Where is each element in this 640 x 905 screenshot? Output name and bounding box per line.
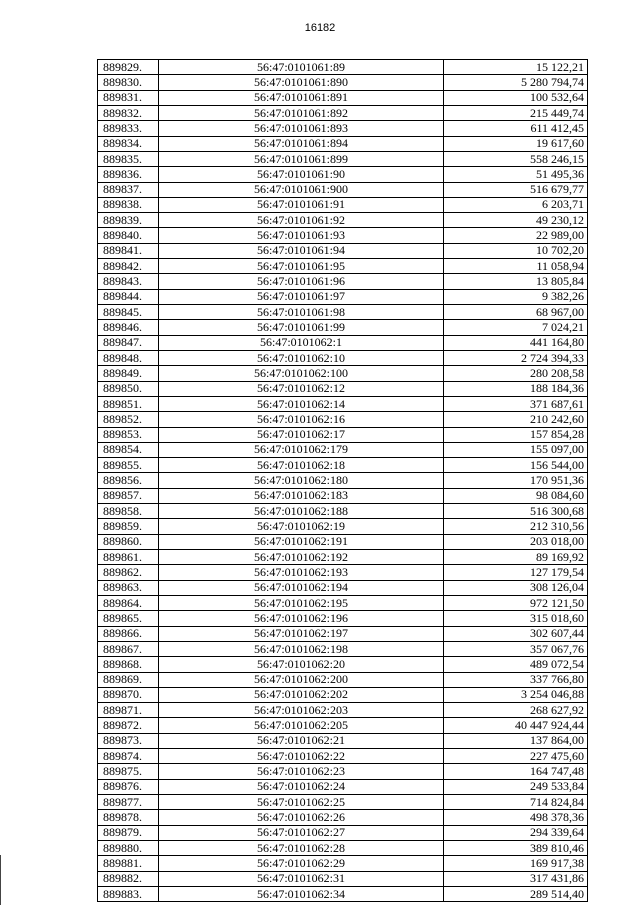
row-number-cell: 889835.	[98, 151, 159, 166]
table-row	[98, 825, 588, 840]
row-number-cell: 889833.	[98, 121, 159, 136]
table-row	[98, 779, 588, 794]
value-cell: 227 475,60	[444, 749, 588, 764]
row-number-cell: 889845.	[98, 305, 159, 320]
cadastral-number-cell: 56:47:0101061:891	[159, 90, 444, 105]
table-row	[98, 60, 588, 75]
value-cell: 308 126,04	[444, 580, 588, 595]
cadastral-number-cell: 56:47:0101061:900	[159, 182, 444, 197]
row-number-cell: 889837.	[98, 182, 159, 197]
scan-edge-line	[0, 855, 1, 905]
row-number-cell: 889869.	[98, 672, 159, 687]
table-row	[98, 641, 588, 656]
cadastral-value-table-container	[97, 59, 588, 902]
table-row	[98, 458, 588, 473]
row-number-cell: 889875.	[98, 764, 159, 779]
table-row	[98, 534, 588, 549]
value-cell: 11 058,94	[444, 259, 588, 274]
value-cell: 337 766,80	[444, 672, 588, 687]
cadastral-number-cell: 56:47:0101061:92	[159, 213, 444, 228]
value-cell: 558 246,15	[444, 151, 588, 166]
cadastral-number-cell: 56:47:0101062:34	[159, 886, 444, 901]
value-cell: 155 097,00	[444, 442, 588, 457]
row-number-cell: 889881.	[98, 856, 159, 871]
value-cell: 49 230,12	[444, 213, 588, 228]
row-number-cell: 889832.	[98, 105, 159, 120]
value-cell: 203 018,00	[444, 534, 588, 549]
row-number-cell: 889883.	[98, 886, 159, 901]
cadastral-number-cell: 56:47:0101061:91	[159, 197, 444, 212]
row-number-cell: 889854.	[98, 442, 159, 457]
row-number-cell: 889853.	[98, 427, 159, 442]
table-row	[98, 611, 588, 626]
value-cell: 516 679,77	[444, 182, 588, 197]
table-row	[98, 764, 588, 779]
cadastral-number-cell: 56:47:0101061:89	[159, 60, 444, 75]
table-row	[98, 840, 588, 855]
value-cell: 972 121,50	[444, 595, 588, 610]
row-number-cell: 889873.	[98, 733, 159, 748]
cadastral-number-cell: 56:47:0101062:196	[159, 611, 444, 626]
value-cell: 5 280 794,74	[444, 75, 588, 90]
table-row	[98, 856, 588, 871]
cadastral-number-cell: 56:47:0101061:894	[159, 136, 444, 151]
table-row	[98, 320, 588, 335]
row-number-cell: 889846.	[98, 320, 159, 335]
cadastral-number-cell: 56:47:0101062:16	[159, 412, 444, 427]
value-cell: 170 951,36	[444, 473, 588, 488]
cadastral-number-cell: 56:47:0101062:193	[159, 565, 444, 580]
table-row	[98, 366, 588, 381]
row-number-cell: 889838.	[98, 197, 159, 212]
row-number-cell: 889880.	[98, 840, 159, 855]
value-cell: 389 810,46	[444, 840, 588, 855]
value-cell: 13 805,84	[444, 274, 588, 289]
cadastral-number-cell: 56:47:0101062:26	[159, 810, 444, 825]
value-cell: 289 514,40	[444, 886, 588, 901]
value-cell: 22 989,00	[444, 228, 588, 243]
cadastral-number-cell: 56:47:0101061:97	[159, 289, 444, 304]
table-row	[98, 550, 588, 565]
row-number-cell: 889882.	[98, 871, 159, 886]
row-number-cell: 889842.	[98, 259, 159, 274]
row-number-cell: 889844.	[98, 289, 159, 304]
table-row	[98, 335, 588, 350]
cadastral-number-cell: 56:47:0101062:200	[159, 672, 444, 687]
row-number-cell: 889829.	[98, 60, 159, 75]
row-number-cell: 889864.	[98, 595, 159, 610]
table-row	[98, 565, 588, 580]
row-number-cell: 889861.	[98, 550, 159, 565]
row-number-cell: 889850.	[98, 381, 159, 396]
page-number: 16182	[304, 22, 336, 34]
value-cell: 294 339,64	[444, 825, 588, 840]
table-row	[98, 871, 588, 886]
cadastral-number-cell: 56:47:0101062:25	[159, 795, 444, 810]
value-cell: 210 242,60	[444, 412, 588, 427]
cadastral-number-cell: 56:47:0101062:192	[159, 550, 444, 565]
row-number-cell: 889848.	[98, 350, 159, 365]
value-cell: 498 378,36	[444, 810, 588, 825]
value-cell: 137 864,00	[444, 733, 588, 748]
table-row	[98, 243, 588, 258]
table-row	[98, 105, 588, 120]
row-number-cell: 889851.	[98, 396, 159, 411]
row-number-cell: 889868.	[98, 657, 159, 672]
table-row	[98, 151, 588, 166]
cadastral-number-cell: 56:47:0101061:899	[159, 151, 444, 166]
value-cell: 188 184,36	[444, 381, 588, 396]
cadastral-number-cell: 56:47:0101062:23	[159, 764, 444, 779]
table-row	[98, 427, 588, 442]
table-row	[98, 412, 588, 427]
cadastral-number-cell: 56:47:0101062:22	[159, 749, 444, 764]
value-cell: 516 300,68	[444, 504, 588, 519]
cadastral-number-cell: 56:47:0101062:27	[159, 825, 444, 840]
row-number-cell: 889830.	[98, 75, 159, 90]
value-cell: 100 532,64	[444, 90, 588, 105]
table-row	[98, 396, 588, 411]
cadastral-value-table	[97, 59, 588, 902]
row-number-cell: 889862.	[98, 565, 159, 580]
value-cell: 15 122,21	[444, 60, 588, 75]
value-cell: 357 067,76	[444, 641, 588, 656]
value-cell: 51 495,36	[444, 167, 588, 182]
table-row	[98, 733, 588, 748]
table-row	[98, 795, 588, 810]
cadastral-number-cell: 56:47:0101062:18	[159, 458, 444, 473]
row-number-cell: 889863.	[98, 580, 159, 595]
table-row	[98, 259, 588, 274]
cadastral-number-cell: 56:47:0101062:180	[159, 473, 444, 488]
table-row	[98, 289, 588, 304]
value-cell: 3 254 046,88	[444, 687, 588, 702]
value-cell: 249 533,84	[444, 779, 588, 794]
table-row	[98, 488, 588, 503]
row-number-cell: 889852.	[98, 412, 159, 427]
value-cell: 714 824,84	[444, 795, 588, 810]
row-number-cell: 889843.	[98, 274, 159, 289]
table-row	[98, 687, 588, 702]
value-cell: 268 627,92	[444, 703, 588, 718]
row-number-cell: 889867.	[98, 641, 159, 656]
table-row	[98, 136, 588, 151]
row-number-cell: 889871.	[98, 703, 159, 718]
row-number-cell: 889866.	[98, 626, 159, 641]
value-cell: 215 449,74	[444, 105, 588, 120]
value-cell: 317 431,86	[444, 871, 588, 886]
cadastral-number-cell: 56:47:0101062:28	[159, 840, 444, 855]
row-number-cell: 889874.	[98, 749, 159, 764]
row-number-cell: 889879.	[98, 825, 159, 840]
table-row	[98, 182, 588, 197]
value-cell: 68 967,00	[444, 305, 588, 320]
row-number-cell: 889847.	[98, 335, 159, 350]
row-number-cell: 889839.	[98, 213, 159, 228]
cadastral-number-cell: 56:47:0101062:100	[159, 366, 444, 381]
row-number-cell: 889870.	[98, 687, 159, 702]
table-row	[98, 703, 588, 718]
cadastral-number-cell: 56:47:0101062:188	[159, 504, 444, 519]
table-row	[98, 274, 588, 289]
cadastral-number-cell: 56:47:0101061:95	[159, 259, 444, 274]
table-row	[98, 167, 588, 182]
table-row	[98, 580, 588, 595]
table-row	[98, 749, 588, 764]
value-cell: 441 164,80	[444, 335, 588, 350]
cadastral-number-cell: 56:47:0101061:893	[159, 121, 444, 136]
cadastral-number-cell: 56:47:0101062:194	[159, 580, 444, 595]
row-number-cell: 889877.	[98, 795, 159, 810]
table-row	[98, 121, 588, 136]
cadastral-number-cell: 56:47:0101061:94	[159, 243, 444, 258]
cadastral-number-cell: 56:47:0101061:99	[159, 320, 444, 335]
value-cell: 40 447 924,44	[444, 718, 588, 733]
cadastral-number-cell: 56:47:0101062:1	[159, 335, 444, 350]
row-number-cell: 889834.	[98, 136, 159, 151]
cadastral-number-cell: 56:47:0101062:191	[159, 534, 444, 549]
table-row	[98, 672, 588, 687]
value-cell: 302 607,44	[444, 626, 588, 641]
cadastral-number-cell: 56:47:0101062:19	[159, 519, 444, 534]
cadastral-number-cell: 56:47:0101062:198	[159, 641, 444, 656]
table-row	[98, 519, 588, 534]
value-cell: 489 072,54	[444, 657, 588, 672]
table-row	[98, 305, 588, 320]
cadastral-number-cell: 56:47:0101062:31	[159, 871, 444, 886]
value-cell: 371 687,61	[444, 396, 588, 411]
value-cell: 9 382,26	[444, 289, 588, 304]
cadastral-number-cell: 56:47:0101062:20	[159, 657, 444, 672]
value-cell: 164 747,48	[444, 764, 588, 779]
value-cell: 127 179,54	[444, 565, 588, 580]
cadastral-number-cell: 56:47:0101062:10	[159, 350, 444, 365]
table-row	[98, 90, 588, 105]
value-cell: 7 024,21	[444, 320, 588, 335]
row-number-cell: 889840.	[98, 228, 159, 243]
value-cell: 611 412,45	[444, 121, 588, 136]
cadastral-number-cell: 56:47:0101061:96	[159, 274, 444, 289]
value-cell: 10 702,20	[444, 243, 588, 258]
cadastral-number-cell: 56:47:0101062:202	[159, 687, 444, 702]
value-cell: 89 169,92	[444, 550, 588, 565]
cadastral-number-cell: 56:47:0101061:890	[159, 75, 444, 90]
row-number-cell: 889872.	[98, 718, 159, 733]
value-cell: 6 203,71	[444, 197, 588, 212]
table-row	[98, 381, 588, 396]
value-cell: 157 854,28	[444, 427, 588, 442]
row-number-cell: 889836.	[98, 167, 159, 182]
table-row	[98, 473, 588, 488]
table-row	[98, 595, 588, 610]
row-number-cell: 889859.	[98, 519, 159, 534]
row-number-cell: 889865.	[98, 611, 159, 626]
cadastral-number-cell: 56:47:0101062:12	[159, 381, 444, 396]
cadastral-number-cell: 56:47:0101062:197	[159, 626, 444, 641]
row-number-cell: 889855.	[98, 458, 159, 473]
cadastral-number-cell: 56:47:0101062:205	[159, 718, 444, 733]
row-number-cell: 889878.	[98, 810, 159, 825]
row-number-cell: 889876.	[98, 779, 159, 794]
cadastral-number-cell: 56:47:0101062:29	[159, 856, 444, 871]
row-number-cell: 889841.	[98, 243, 159, 258]
table-row	[98, 657, 588, 672]
value-cell: 212 310,56	[444, 519, 588, 534]
cadastral-number-cell: 56:47:0101062:21	[159, 733, 444, 748]
cadastral-number-cell: 56:47:0101062:179	[159, 442, 444, 457]
table-row	[98, 810, 588, 825]
value-cell: 315 018,60	[444, 611, 588, 626]
table-row	[98, 75, 588, 90]
table-row	[98, 626, 588, 641]
value-cell: 2 724 394,33	[444, 350, 588, 365]
row-number-cell: 889857.	[98, 488, 159, 503]
row-number-cell: 889831.	[98, 90, 159, 105]
cadastral-number-cell: 56:47:0101062:203	[159, 703, 444, 718]
value-cell: 98 084,60	[444, 488, 588, 503]
cadastral-number-cell: 56:47:0101061:93	[159, 228, 444, 243]
row-number-cell: 889856.	[98, 473, 159, 488]
table-row	[98, 718, 588, 733]
table-body	[98, 60, 588, 902]
row-number-cell: 889849.	[98, 366, 159, 381]
value-cell: 19 617,60	[444, 136, 588, 151]
cadastral-number-cell: 56:47:0101061:90	[159, 167, 444, 182]
cadastral-number-cell: 56:47:0101062:195	[159, 595, 444, 610]
cadastral-number-cell: 56:47:0101061:98	[159, 305, 444, 320]
table-row	[98, 213, 588, 228]
table-row	[98, 350, 588, 365]
cadastral-number-cell: 56:47:0101062:24	[159, 779, 444, 794]
table-row	[98, 886, 588, 901]
value-cell: 169 917,38	[444, 856, 588, 871]
row-number-cell: 889858.	[98, 504, 159, 519]
table-row	[98, 228, 588, 243]
cadastral-number-cell: 56:47:0101062:17	[159, 427, 444, 442]
cadastral-number-cell: 56:47:0101062:14	[159, 396, 444, 411]
table-row	[98, 197, 588, 212]
cadastral-number-cell: 56:47:0101061:892	[159, 105, 444, 120]
value-cell: 156 544,00	[444, 458, 588, 473]
row-number-cell: 889860.	[98, 534, 159, 549]
table-row	[98, 442, 588, 457]
cadastral-number-cell: 56:47:0101062:183	[159, 488, 444, 503]
value-cell: 280 208,58	[444, 366, 588, 381]
table-row	[98, 504, 588, 519]
